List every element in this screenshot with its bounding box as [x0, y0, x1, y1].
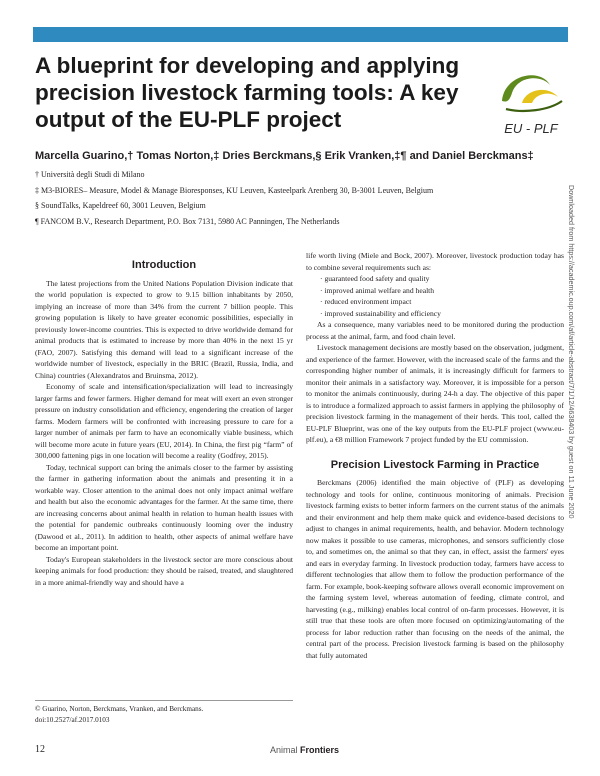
intro-paragraph: Today's European stakeholders in the livestock sector are more conscious about keeping animals for food production: they should be raised, treated, and slaughtered in a more animal-friendly way and should have a: [35, 554, 293, 587]
plf-paragraph: Berckmans (2006) identified the main objective of (PLF) as developing technology and tools for online, continuous monitoring of animals. Precision livestock farming exists to better inform farmers on the current status of the animals and their environment and help them make quick and evidence-based decisions to adjust to changes in animal requirements, health, and behavior. Modern technology now makes it possible to use cameras, microphones, and sensors sufficiently close to, and sometimes on, the animal so that they can, in effect, assist the farmers' eyes and ears in everyday farming. In livestock production today, farmers have access to different technologies that allow them to follow the production performance of the farm. For example, book-keeping software allows overall economic improvement on the farming system level, whereas automation of feeding, climate control, and harvesting (e.g., milking) enables local control of on-farm processes. However, it is still true that these tools are often more focused on optimizing/automating of the process for labor reduction rather than focusing on the needs of the animal, the central part of the process. Precision livestock farming is based on the philosophy that fully automated: [306, 478, 564, 660]
continued-paragraph: life worth living (Miele and Bock, 2007). Moreover, livestock production today has to combine several requirements such as:: [306, 251, 564, 272]
download-side-note: [567, 185, 581, 705]
list-item: · reduced environment impact: [320, 296, 564, 308]
journal-name: [270, 745, 339, 755]
left-column: [35, 260, 293, 588]
list-item: · improved animal welfare and health: [320, 285, 564, 297]
intro-paragraph: Today, technical support can bring the animals closer to the farmer by assisting the farmer in gathering information about the animals and presenting it in a workable way. Closer attention to the animal does not only impact animal welfare and health but also the economic advantages for the farmer. At the same time, there are increasing concerns about animal health in relation to human health issues with the potential for pandemic outbreaks continuously looming over the industry (Dawood et al., 2011). In addition to health, other aspects of animal welfare have become an important point.: [35, 462, 293, 552]
download-note-text: Downloaded from https://academic.oup.com/af/article-abstract/7/1/12/4638403 by guest on 11 June 2020: [567, 185, 576, 519]
footnote: [35, 704, 203, 726]
list-item: · guaranteed food safety and quality: [320, 273, 564, 285]
right-column: [306, 250, 564, 661]
intro-paragraph: Economy of scale and intensification/specialization will lead to increasingly larger farms and fewer farmers. Higher demand for meat will exert an even stronger pressure on industry consolidation and efficiency, engendering the creation of larger farms. Modern farmers will be confronted with increasing pressure to care for a larger number of animals per farm to have an economically viable business, which will become more acute in future years (EU, 2014). In China, the first pig “farm” of 300,000 fattening pigs in one location will become a reality (Godfrey, 2015).: [35, 382, 293, 460]
body-paragraph: As a consequence, many variables need to be monitored during the production process at the animal, farm, and food chain level.: [306, 320, 564, 341]
section-heading-introduction: Introduction: [131, 259, 197, 271]
body-paragraph: Livestock management decisions are mostly based on the observation, judgment, and experience of the farmer. However, with the increased scale of the farms and the corresponding higher number of animals, it is increasingly difficult for farmers to monitor their animals in a satisfactory way. Moreover, it is impossible for a person to monitor the animals continuously, during 24-h a day. The objective of this paper is to introduce a formalized approach to assist farmers in applying the philosophy of precision livestock farming in the management of their herds. This tool, called the EU-PLF Blueprint, was one of the key outputs from the EU-PLF project (www.eu-plf.eu), a €8 million Framework 7 project funded by the EU commission.: [306, 343, 564, 444]
intro-paragraph: The latest projections from the United Nations Population Division indicate that the world population is expected to grow to 9.15 billion inhabitants by 2050, implying an increase of more than 34% from the current 7 billion people. This growing population is likely to have greater economic possibilities, especially in previously lower-income countries. This is expected to drive worldwide demand for animal products that is estimated to increase by more than 40% in the next 15 yr (FAO, 2007). Satisfying this demand will lead to a significant increase of the worldwide number of livestock, especially in the BRIC (Brazil, Russia, India, and China) countries (Alexandratos and Bruinsma, 2012).: [35, 278, 293, 380]
section-heading-plf-in-practice: Precision Livestock Farming in Practice: [330, 458, 540, 471]
journal-name-bold: Frontiers: [300, 745, 340, 755]
eu-plf-logo: [492, 63, 570, 143]
logo-swirl-dark: [506, 101, 562, 111]
page-number: 12: [35, 744, 45, 755]
logo-swirl-yellow: [522, 90, 558, 103]
article-title: A blueprint for developing and applying precision livestock farming tools: A key output of the EU-PLF project: [35, 53, 460, 132]
list-item: · improved sustainability and efficiency: [320, 308, 564, 320]
affiliations: [35, 167, 433, 229]
requirements-list: [306, 273, 564, 319]
affiliation-fancom: ¶ FANCOM B.V., Research Department, P.O. Box 7131, 5980 AC Panningen, The Netherlands: [35, 216, 340, 226]
header-color-bar: [33, 27, 568, 42]
author-list: Marcella Guarino,† Tomas Norton,‡ Dries Berckmans,§ Erik Vranken,‡¶ and Daniel Berckmans‡: [35, 150, 534, 162]
affiliation-m3-biores: ‡ M3-BIORES– Measure, Model & Manage Bioresponses, KU Leuven, Kasteelpark Arenberg 30, B-3001 Leuven, Belgium: [35, 185, 434, 195]
affiliation-soundtalks: § SoundTalks, Kapeldreef 60, 3001 Leuven, Belgium: [35, 201, 206, 210]
logo-text: EU - PLF: [504, 121, 558, 136]
journal-name-prefix: Animal: [270, 745, 301, 755]
doi-link[interactable]: doi:10.2527/af.2017.0103: [35, 716, 110, 724]
affiliation-milano: † Università degli Studi di Milano: [35, 170, 145, 179]
copyright-notice: © Guarino, Norton, Berckmans, Vranken, and Berckmans.: [35, 705, 204, 713]
footnote-divider: [35, 700, 293, 701]
